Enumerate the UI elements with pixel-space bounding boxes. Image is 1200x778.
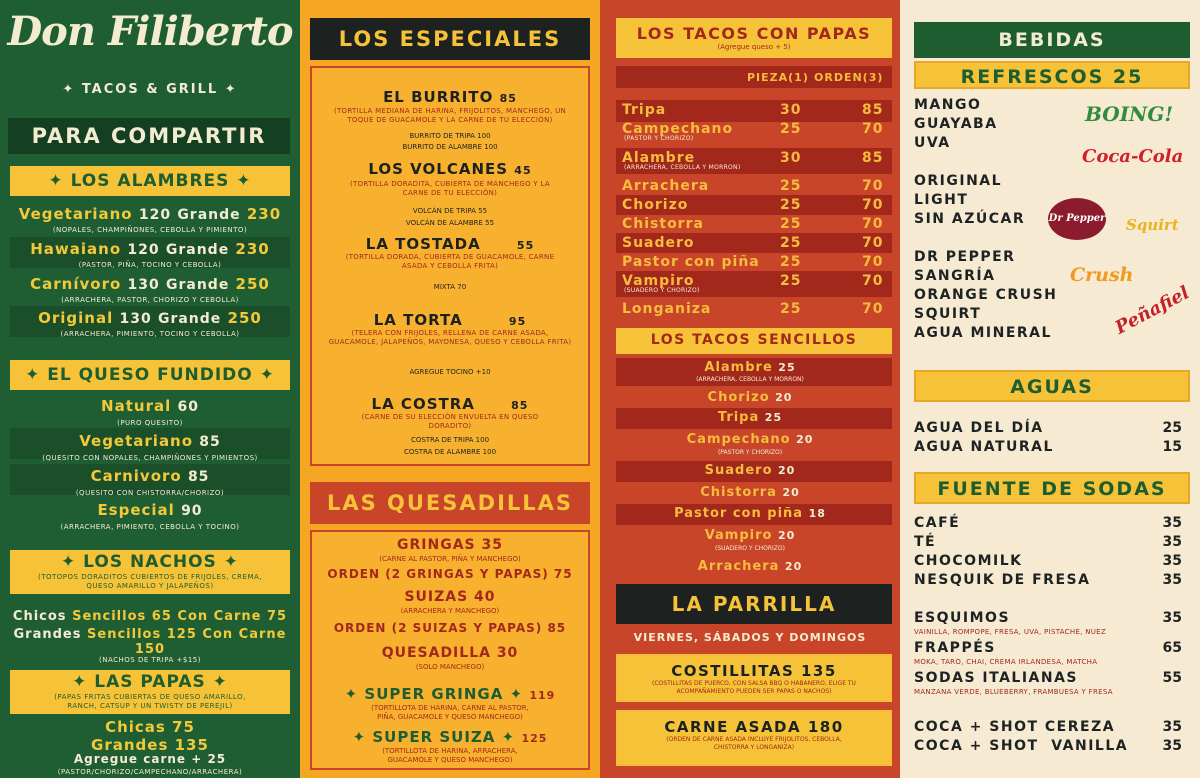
section-title-especiales: LOS ESPECIALES	[310, 18, 590, 60]
sencillo-tripa: Tripa 25	[717, 410, 783, 425]
menu-item-torta: LA TORTA 95	[373, 311, 527, 329]
section-title-para-compartir: PARA COMPARTIR	[8, 118, 290, 154]
taco-row-chistorra: Chistorra 25 70	[622, 216, 884, 232]
drink-description: VAINILLA, ROMPOPE, FRESA, UVA, PISTACHE, NUEZ	[914, 628, 1106, 636]
drink-item-agua-dia: AGUA DEL DÍA	[914, 420, 1044, 436]
menu-item-queso-especial: Especial 90	[97, 501, 203, 519]
drink-price: 35	[1162, 738, 1182, 754]
item-extra: BURRITO DE TRIPA 100	[409, 132, 491, 140]
item-extra: COSTRA DE ALAMBRE 100	[403, 448, 497, 456]
item-description: (TORTILLA DORADITA, CUBIERTA DE MANCHEGO Y LA CARNE DE TU ELECCIÓN)	[350, 180, 550, 197]
heading-fuente-sodas: FUENTE DE SODAS	[914, 472, 1190, 504]
item-description: (CARNE AL PASTOR, PIÑA Y MANCHEGO)	[379, 555, 521, 563]
taco-row-alambre: Alambre 30 85 (ARRACHERA, CEBOLLA Y MORRON)	[622, 150, 884, 171]
menu-item-quesadilla: QUESADILLA 30	[381, 645, 519, 661]
nachos-title: ✦ LOS NACHOS ✦	[61, 552, 239, 572]
papas-title: ✦ LAS PAPAS ✦	[72, 672, 228, 692]
column-para-compartir	[0, 0, 300, 778]
menu-item-suizas-orden: ORDEN (2 SUIZAS Y PAPAS) 85	[333, 621, 567, 635]
item-extra: AGREGUE TOCINO +10	[409, 368, 491, 376]
item-description: (QUESITO CON NOPALES, CHAMPIÑONES Y PIMIENTOS)	[42, 454, 258, 462]
menu-item-super-suiza: ✦ SUPER SUIZA ✦ 125	[352, 728, 548, 746]
tacos-papas-column-header	[616, 66, 892, 88]
menu-item-nachos-chicos: Chicos Sencillos 65 Con Carne 75	[12, 609, 288, 624]
item-description: (TORTILLOTA DE HARINA, ARRACHERA, GUACAMOLE Y QUESO MANCHEGO)	[382, 747, 518, 764]
sencillo-arrachera: Arrachera 20	[697, 559, 803, 574]
heading-alambres: ✦ LOS ALAMBRES ✦	[10, 166, 290, 196]
taco-row-campechano: Campechano 25 70 (PASTOR Y CHORIZO)	[622, 121, 884, 142]
item-description: (QUESITO CON CHISTORRA/CHORIZO)	[75, 489, 225, 497]
col-orden: ORDEN(3)	[814, 71, 884, 84]
section-title-quesadillas: LAS QUESADILLAS	[310, 482, 590, 524]
parrilla-carne-asada: CARNE ASADA 180	[664, 718, 844, 736]
drink-item: DR PEPPER	[914, 249, 1016, 265]
papas-extra: Agregue carne + 25	[73, 752, 227, 766]
dr-pepper-logo: Dr Pepper	[1048, 198, 1106, 240]
item-extra: VOLCÁN DE TRIPA 55	[412, 207, 488, 215]
drink-price: 65	[1162, 640, 1182, 656]
sencillo-chistorra: Chistorra 20	[700, 485, 800, 500]
item-extra: VOLCÁN DE ALAMBRE 55	[405, 219, 495, 227]
drink-item: SODAS ITALIANAS	[914, 670, 1079, 686]
tacos-papas-subtitle: (Agregue queso + 5)	[717, 43, 791, 51]
drink-item: ORIGINAL	[914, 173, 1003, 189]
col-pieza: PIEZA(1)	[747, 71, 809, 84]
sencillo-suadero: Suadero 20	[704, 463, 796, 478]
boing-logo: BOING!	[1085, 102, 1174, 126]
taco-row-vampiro: Vampiro 25 70 (SUADERO Y CHORIZO)	[622, 273, 884, 294]
section-title-bebidas: BEBIDAS	[914, 22, 1190, 58]
drink-item: ESQUIMOS	[914, 610, 1011, 626]
sencillo-pastor: Pastor con piña 18	[674, 506, 826, 521]
drink-item: COCA + SHOT VANILLA	[914, 738, 1129, 754]
menu-item-queso-carnivoro: Carnivoro 85	[90, 467, 210, 485]
item-extra: BURRITO DE ALAMBRE 100	[402, 143, 498, 151]
item-description: (SOLO MANCHEGO)	[415, 663, 485, 671]
item-description: (COSTILLITAS DE PUERCO, CON SALSA BBQ O HABANERO, ELIGE TU ACOMPAÑAMIENTO PUEDEN SER PAPAS O NACHOS)	[652, 680, 856, 695]
menu-item-nachos-grandes: Grandes Sencillos 125 Con Carne 150	[13, 627, 287, 657]
drink-price: 35	[1162, 534, 1182, 550]
menu-item-alambre-original: Original 130 Grande 250	[38, 309, 262, 327]
drink-price: 15	[1162, 439, 1182, 455]
tacos-sencillos-title: LOS TACOS SENCILLOS	[650, 332, 858, 348]
menu-item-gringas-orden: ORDEN (2 GRINGAS Y PAPAS) 75	[327, 567, 573, 581]
drink-price: 35	[1162, 610, 1182, 626]
menu-item-papas-grandes: Grandes 135	[91, 736, 209, 754]
sencillo-vampiro: Vampiro 20	[704, 528, 796, 543]
drink-description: MOKA, TARO, CHAI, CREMA IRLANDESA, MATCHA	[914, 658, 1098, 666]
item-description: (ORDEN DE CARNE ASADA INCLUYE FRIJOLITOS, CEBOLLA, CHISTORRA Y LONGANIZA)	[666, 736, 842, 751]
taco-row-suadero: Suadero 25 70	[622, 235, 884, 251]
item-description: (ARRACHERA, CEBOLLA Y MORRON)	[696, 376, 804, 383]
sencillo-campechano: Campechano 20	[686, 432, 814, 447]
drink-item: NESQUIK DE FRESA	[914, 572, 1091, 588]
parrilla-carne-asada-box	[616, 710, 892, 766]
drink-item: MANGO	[914, 97, 982, 113]
drink-item: AGUA MINERAL	[914, 325, 1052, 341]
menu-item-papas-chicas: Chicas 75	[105, 718, 195, 736]
item-description: (PASTOR, PIÑA, TOCINO Y CEBOLLA)	[78, 261, 222, 269]
item-description: (NOPALES, CHAMPIÑONES, CEBOLLA Y PIMIENTO)	[52, 226, 248, 234]
logo: Don Filiberto	[7, 8, 293, 55]
column-tacos	[600, 0, 900, 778]
papas-extra-desc: (PASTOR/CHORIZO/CAMPECHANO/ARRACHERA)	[57, 768, 243, 776]
menu-item-alambre-carnivoro: Carnívoro 130 Grande 250	[30, 275, 270, 293]
item-extra: MIXTA 70	[433, 283, 467, 291]
papas-description: (PAPAS FRITAS CUBIERTAS DE QUESO AMARILLO, RANCH, CATSUP Y UN TWISTY DE PEREJIL)	[54, 693, 246, 710]
item-description: (TORTILLA MEDIANA DE HARINA, FRIJOLITOS, MANCHEGO, UN TOQUE DE GUACAMOLE Y LA CARNE DE TU ELECCIÓN)	[333, 107, 567, 124]
drink-price: 35	[1162, 572, 1182, 588]
logo-tagline: ✦ TACOS & GRILL ✦	[62, 82, 238, 97]
drink-description: MANZANA VERDE, BLUEBERRY, FRAMBUESA Y FRESA	[914, 688, 1113, 696]
item-description: (TORTILLA DORADA, CUBIERTA DE GUACAMOLE, CARNE ASADA Y CEBOLLA FRITA)	[345, 253, 555, 270]
menu-item-queso-vegetariano: Vegetariano 85	[79, 432, 221, 450]
item-description: (ARRACHERA Y MANCHEGO)	[400, 607, 500, 615]
menu-item-alambre-vegetariano: Vegetariano 120 Grande 230	[18, 205, 282, 223]
menu-item-burrito: EL BURRITO 85	[383, 88, 517, 106]
item-description: (ARRACHERA, PASTOR, CHORIZO Y CEBOLLA)	[61, 296, 239, 304]
drink-price: 35	[1162, 719, 1182, 735]
drink-item: CAFÉ	[914, 515, 961, 531]
sencillo-alambre: Alambre 25	[704, 360, 796, 375]
item-description: (ARRACHERA, PIMIENTO, TOCINO Y CEBOLLA)	[60, 330, 240, 338]
taco-row-tripa: Tripa 30 85	[622, 102, 884, 118]
drink-item: CHOCOMILK	[914, 553, 1023, 569]
taco-row-pastor: Pastor con piña 25 70	[622, 254, 884, 270]
drink-price: 55	[1162, 670, 1182, 686]
squirt-logo: Squirt	[1126, 216, 1179, 234]
drink-item: UVA	[914, 135, 951, 151]
menu-item-alambre-hawaiano: Hawaiano 120 Grande 230	[30, 240, 270, 258]
tacos-papas-header	[616, 18, 892, 58]
taco-row-longaniza: Longaniza 25 70	[622, 301, 884, 317]
nachos-description: (TOTOPOS DORADITOS CUBIERTOS DE FRIJOLES, CREMA, QUESO AMARILLO Y JALAPEÑOS)	[38, 573, 262, 590]
item-description: (SUADERO Y CHORIZO)	[715, 545, 785, 552]
sencillo-chorizo: Chorizo 20	[707, 390, 793, 405]
menu-item-costra: LA COSTRA 85	[371, 395, 529, 413]
heading-aguas: AGUAS	[914, 370, 1190, 402]
item-description: (TORTILLOTA DE HARINA, CARNE AL PASTOR, PIÑA, GUACAMOLE Y QUESO MANCHEGO)	[371, 704, 529, 721]
tacos-papas-title: LOS TACOS CON PAPAS	[636, 24, 872, 43]
drink-price: 35	[1162, 515, 1182, 531]
coca-cola-logo: Coca-Cola	[1082, 146, 1184, 167]
section-title-parrilla: LA PARRILLA	[616, 584, 892, 624]
drink-item: FRAPPÉS	[914, 640, 996, 656]
taco-row-arrachera: Arrachera 25 70	[622, 178, 884, 194]
menu-item-tostada: LA TOSTADA 55	[365, 235, 535, 253]
menu-item-volcanes: LOS VOLCANES 45	[368, 160, 532, 178]
column-bebidas	[900, 0, 1200, 778]
drink-item: GUAYABA	[914, 116, 998, 132]
drink-item: TÉ	[914, 534, 937, 550]
drink-item: COCA + SHOT CEREZA	[914, 719, 1116, 735]
drink-price: 35	[1162, 553, 1182, 569]
crush-logo: Crush	[1070, 264, 1134, 286]
drink-item: ORANGE CRUSH	[914, 287, 1058, 303]
penafiel-logo: Peñafiel	[1111, 282, 1193, 339]
item-extra: COSTRA DE TRIPA 100	[410, 436, 490, 444]
heading-queso-fundido: ✦ EL QUESO FUNDIDO ✦	[10, 360, 290, 390]
parrilla-costillitas: COSTILLITAS 135	[671, 662, 837, 680]
parrilla-days: VIERNES, SÁBADOS Y DOMINGOS	[633, 631, 867, 644]
nachos-extra: (NACHOS DE TRIPA +$15)	[99, 656, 201, 664]
drink-item: SANGRÍA	[914, 268, 996, 284]
item-description: (ARRACHERA, PIMIENTO, CEBOLLA Y TOCINO)	[60, 523, 240, 531]
drink-item: SIN AZÚCAR	[914, 211, 1026, 227]
taco-row-chorizo: Chorizo 25 70	[622, 197, 884, 213]
drink-item: SQUIRT	[914, 306, 982, 322]
menu-item-queso-natural: Natural 60	[101, 397, 199, 415]
drink-price: 25	[1162, 420, 1182, 436]
item-description: (PURO QUESITO)	[117, 419, 183, 427]
menu-item-super-gringa: ✦ SUPER GRINGA ✦ 119	[344, 685, 556, 703]
drink-item: LIGHT	[914, 192, 969, 208]
parrilla-costillitas-box	[616, 654, 892, 702]
item-description: (CARNE DE SU ELECCIÓN ENVUELTA EN QUESO DORADITO)	[361, 413, 539, 430]
heading-refrescos: REFRESCOS 25	[914, 61, 1190, 89]
column-especiales	[300, 0, 600, 778]
menu-item-gringas: GRINGAS 35	[397, 537, 503, 553]
menu-item-suizas: SUIZAS 40	[404, 589, 496, 605]
drink-item-agua-natural: AGUA NATURAL	[914, 439, 1054, 455]
item-description: (PASTOR Y CHORIZO)	[717, 449, 783, 456]
item-description: (TELERA CON FRIJOLES, RELLENA DE CARNE ASADA, GUACAMOLE, JALAPEÑOS, MAYONESA, QUESO Y CEBOLLA FRITA)	[328, 329, 572, 346]
tacos-sencillos-header	[616, 328, 892, 354]
